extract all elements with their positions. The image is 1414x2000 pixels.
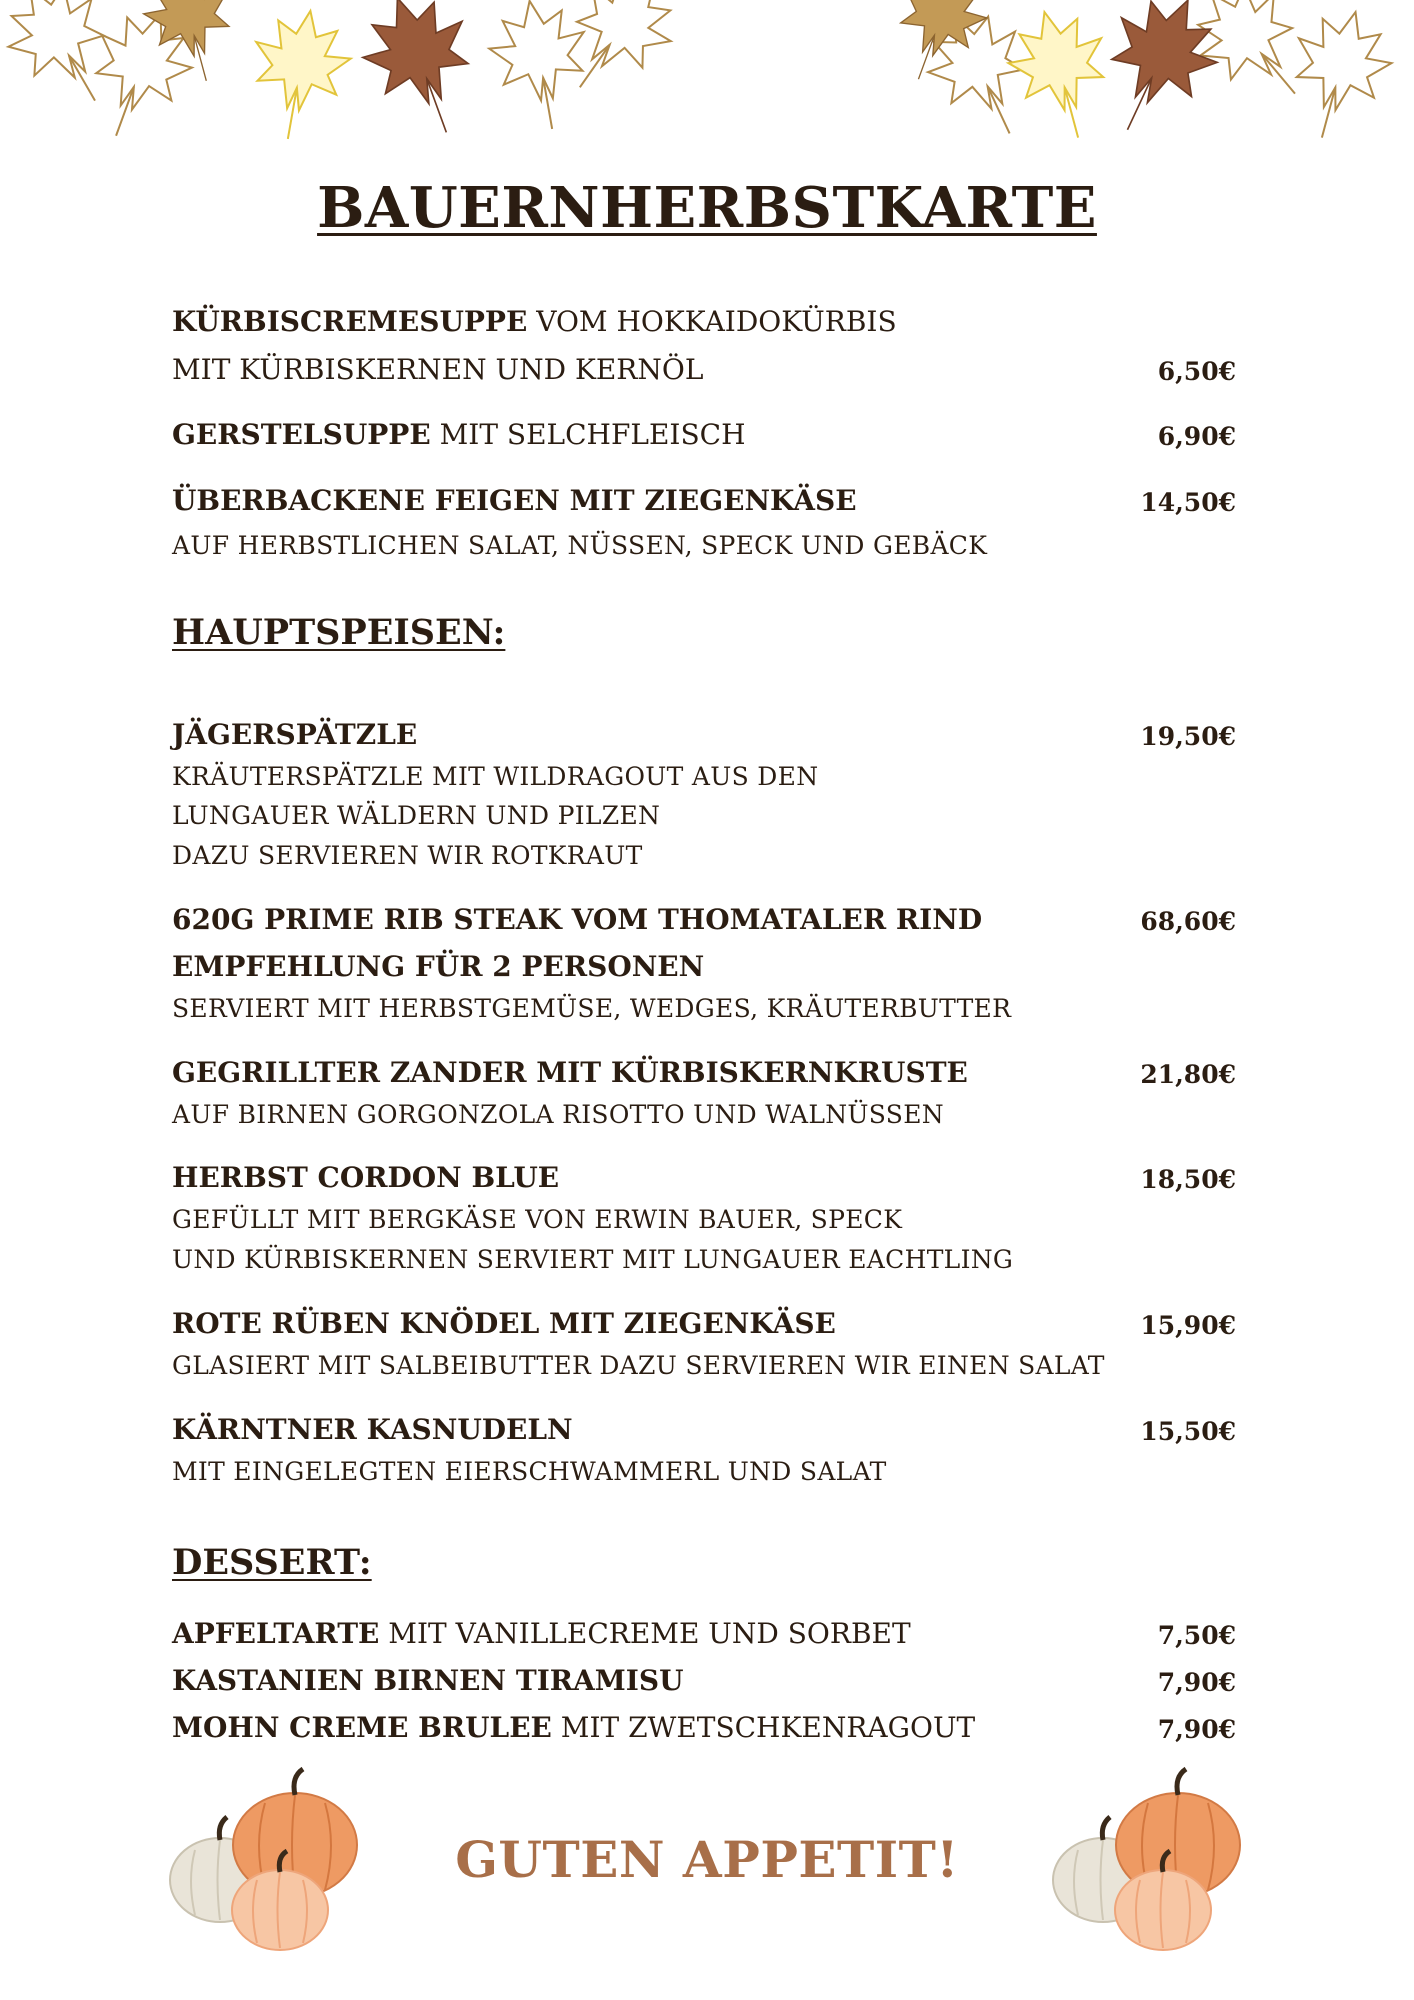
dish-detail: MIT SELCHFLEISCH xyxy=(430,418,746,451)
dish-description: UND KÜRBISKERNEN SERVIERT MIT LUNGAUER EACHTLING xyxy=(172,1245,1014,1274)
dish-name: HERBST CORDON BLUE xyxy=(172,1161,560,1194)
list-item xyxy=(172,1617,911,1650)
dish-detail: MIT VANILLECREME UND SORBET xyxy=(379,1617,911,1650)
list-item xyxy=(172,418,746,451)
dish-price: 15,90€ xyxy=(1140,1311,1236,1340)
dish-price: 6,90€ xyxy=(1157,422,1236,451)
dish-price: 21,80€ xyxy=(1140,1060,1236,1089)
dish-price: 18,50€ xyxy=(1140,1165,1236,1194)
dish-description: AUF HERBSTLICHEN SALAT, NÜSSEN, SPECK UND GEBÄCK xyxy=(172,531,988,560)
dish-price: 7,90€ xyxy=(1157,1715,1236,1744)
dish-description: SERVIERT MIT HERBSTGEMÜSE, WEDGES, KRÄUTERBUTTER xyxy=(172,994,1012,1023)
dish-price: 68,60€ xyxy=(1140,907,1236,936)
dish-name: ROTE RÜBEN KNÖDEL MIT ZIEGENKÄSE xyxy=(172,1307,836,1340)
dish-name: MOHN CREME BRULEE xyxy=(172,1711,552,1744)
dish-price: 7,50€ xyxy=(1157,1621,1236,1650)
dish-description: KRÄUTERSPÄTZLE MIT WILDRAGOUT AUS DEN xyxy=(172,762,819,791)
dish-name: GEGRILLTER ZANDER MIT KÜRBISKERNKRUSTE xyxy=(172,1056,968,1089)
dish-name-line2: EMPFEHLUNG FÜR 2 PERSONEN xyxy=(172,950,705,983)
dish-description: DAZU SERVIEREN WIR ROTKRAUT xyxy=(172,841,643,870)
dish-price: 7,90€ xyxy=(1157,1668,1236,1697)
list-item xyxy=(172,1711,975,1744)
page-title: BAUERNHERBSTKARTE xyxy=(317,175,1097,241)
dish-name: 620G PRIME RIB STEAK VOM THOMATALER RIND xyxy=(172,903,983,936)
dish-description: AUF BIRNEN GORGONZOLA RISOTTO UND WALNÜSSEN xyxy=(172,1100,944,1129)
dish-description: GEFÜLLT MIT BERGKÄSE VON ERWIN BAUER, SPECK xyxy=(172,1205,903,1234)
dish-name: KÄRNTNER KASNUDELN xyxy=(172,1413,573,1446)
pumpkins-icon xyxy=(1048,1765,1278,1955)
dish-price: 19,50€ xyxy=(1140,722,1236,751)
list-item xyxy=(172,305,897,338)
dish-price: 6,50€ xyxy=(1157,357,1236,386)
dish-detail: MIT ZWETSCHKENRAGOUT xyxy=(551,1711,976,1744)
dish-description: LUNGAUER WÄLDERN UND PILZEN xyxy=(172,801,661,830)
dish-detail: VOM HOKKAIDOKÜRBIS xyxy=(527,305,897,338)
closing-text: GUTEN APPETIT! xyxy=(455,1830,959,1889)
mains-heading: HAUPTSPEISEN: xyxy=(172,612,506,653)
dish-name: KÜRBISCREMESUPPE xyxy=(172,305,528,338)
dish-name: ÜBERBACKENE FEIGEN MIT ZIEGENKÄSE xyxy=(172,484,857,517)
dessert-heading: DESSERT: xyxy=(172,1542,372,1583)
dish-price: 15,50€ xyxy=(1140,1417,1236,1446)
dish-name: KASTANIEN BIRNEN TIRAMISU xyxy=(172,1664,684,1697)
dish-name: JÄGERSPÄTZLE xyxy=(172,718,418,751)
dish-name: GERSTELSUPPE xyxy=(172,418,431,451)
dish-description: MIT EINGELEGTEN EIERSCHWAMMERL UND SALAT xyxy=(172,1457,887,1486)
dish-name: APFELTARTE xyxy=(172,1617,380,1650)
dish-description: GLASIERT MIT SALBEIBUTTER DAZU SERVIEREN WIR EINEN SALAT xyxy=(172,1351,1105,1380)
dish-description: MIT KÜRBISKERNEN UND KERNÖL xyxy=(172,353,704,386)
dish-price: 14,50€ xyxy=(1140,488,1236,517)
autumn-leaves-icon xyxy=(0,0,1414,160)
list-item xyxy=(172,1664,684,1697)
